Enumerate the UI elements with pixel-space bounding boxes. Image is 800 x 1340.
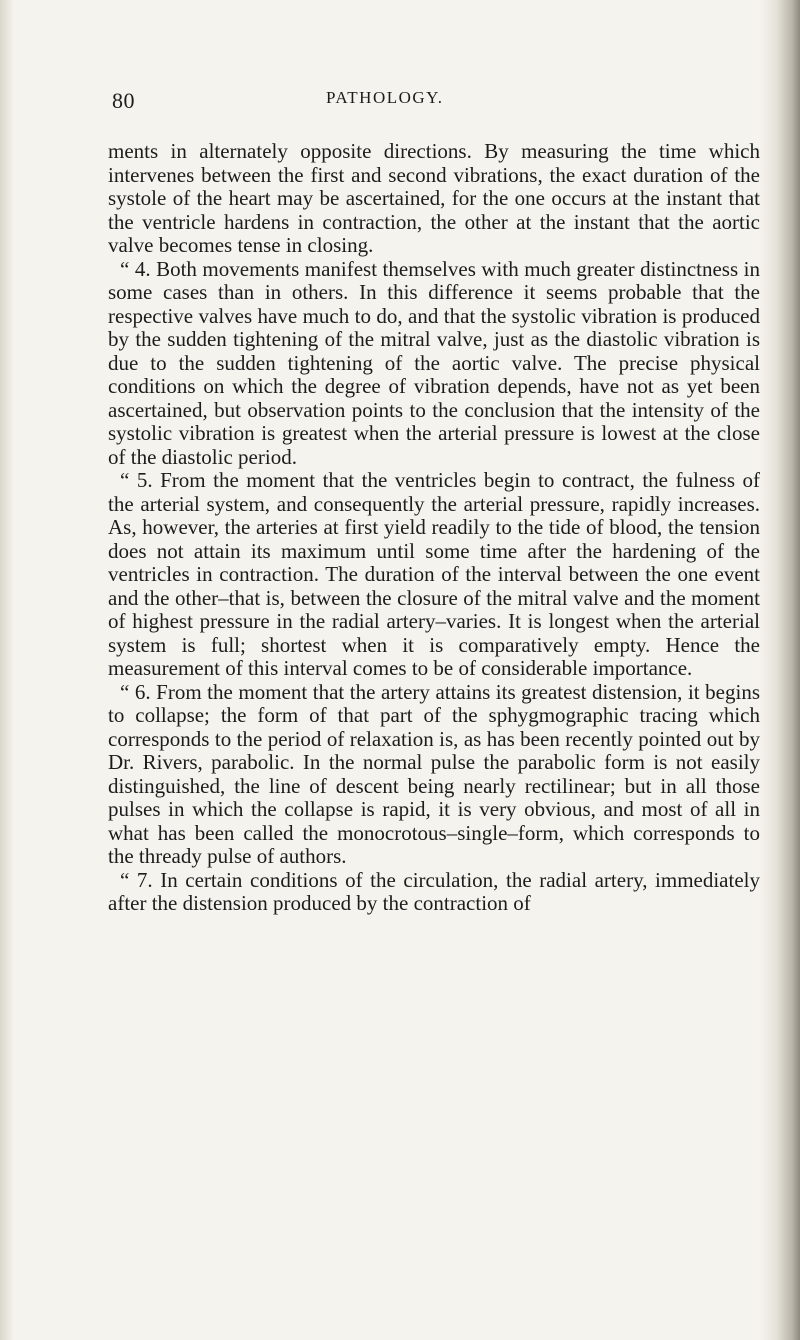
page-edge-shadow — [760, 0, 800, 1340]
page-number: 80 — [112, 88, 135, 113]
paragraph-5: “ 5. From the moment that the ventricles begin to contract, the fulness of the arterial system, and consequently the arterial pressure, rapidly increases. As, however, the arteries at first yield readily to the tide of blood, the tension does not attain its maximum until some time after the hardening of the ventricles in contraction. The duration of the interval between the one event and the other–that is, between the closure of the mitral valve and the moment of highest pressure in the radial artery–varies. It is longest when the arterial system is full; shortest when it is comparatively empty. Hence the measurement of this interval comes to be of considerable importance. — [108, 468, 760, 680]
paragraph-continuation: ments in alternately opposite directions. By measuring the time which intervenes between the first and second vibrations, the exact duration of the systole of the heart may be ascertained, for the one occurs at the instant that the ventricle hardens in contraction, the other at the instant that the aortic valve becomes tense in closing. — [108, 139, 760, 257]
paragraph-7: “ 7. In certain conditions of the circulation, the radial artery, immediately after the distension produced by the contraction of — [108, 867, 760, 915]
page-gutter-shadow — [0, 0, 14, 1340]
paragraph-4: “ 4. Both movements manifest themselves with much greater distinctness in some cases than in others. In this difference it seems probable that the respective valves have much to do, and that the systolic vibration is produced by the sudden tightening of the mitral valve, just as the diastolic vibration is due to the sudden tightening of the aortic valve. The precise physical conditions on which the degree of vibration depends, have not as yet been ascertained, but observation points to the conclusion that the intensity of the systolic vibration is greatest when the arterial pressure is lowest at the close of the diastolic period. — [108, 256, 760, 469]
body-text — [108, 140, 760, 916]
running-head: PATHOLOGY. — [326, 88, 444, 107]
page-header — [100, 88, 760, 112]
paragraph-6: “ 6. From the moment that the artery attains its greatest distension, it begins to collapse; the form of that part of the sphygmographic tracing which corresponds to the period of relaxation is, as has been recently pointed out by Dr. Rivers, parabolic. In the normal pulse the parabolic form is not easily distinguished, the line of descent being nearly rectilinear; but in all those pulses in which the collapse is rapid, it is very obvious, and most of all in what has been called the monocrotous–single–form, which corresponds to the thready pulse of authors. — [108, 679, 760, 868]
